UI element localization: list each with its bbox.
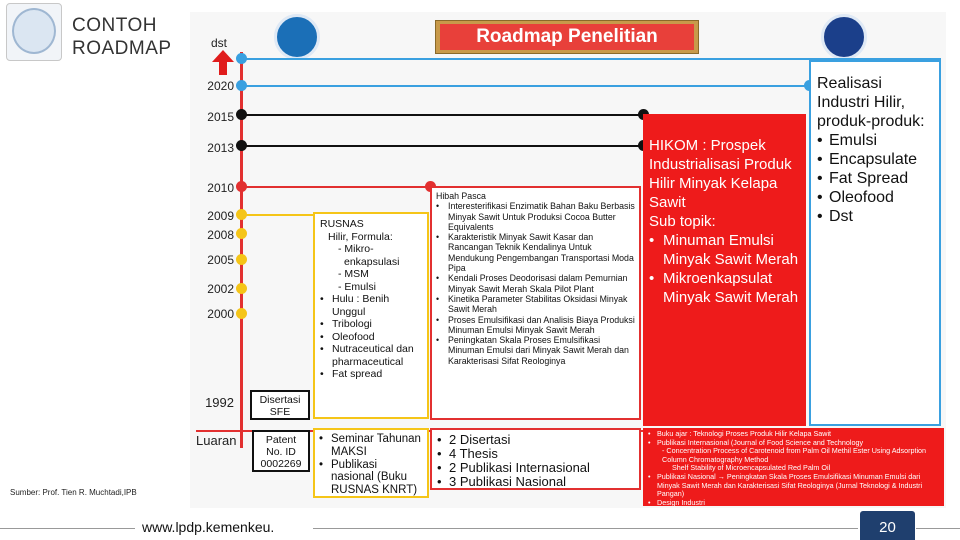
- dot-2010: [236, 181, 247, 192]
- buku-item: Shelf Stability of Microencapsulated Red Palm Oil: [672, 463, 831, 473]
- rusnas-item: - MSM: [338, 268, 369, 280]
- rusnas-item: • Nutraceutical dan pharmaceutical: [320, 343, 422, 368]
- dot-2002: [236, 283, 247, 294]
- hibah-list: [436, 201, 635, 366]
- buku-item: • Buku ajar : Teknologi Proses Produk Hilir Kelapa Sawit: [648, 430, 939, 439]
- buku-list: [648, 430, 939, 447]
- realisasi-item: • Emulsi: [817, 131, 933, 150]
- institution-logo: [12, 8, 56, 54]
- line-2009: [243, 214, 313, 216]
- buku-item: • Publikasi Nasional → Peningkatan Skala Proses Emulsifikasi Minuman Emulsi dari Minyak Sawit Merah dan Karakterisasi Sifat Reologinya (Jurnal Teknologi & Industri Pangan): [648, 473, 939, 499]
- realisasi-list: [817, 131, 933, 226]
- rusnas-item: • Hulu : Benih Unggul: [320, 293, 422, 318]
- line-2010: [243, 186, 429, 188]
- university-logo: [821, 14, 867, 60]
- dot-2020: [236, 80, 247, 91]
- hibah-item: • Proses Emulsifikasi dan Analisis Biaya Produksi Minuman Emulsi Minyak Sawit Merah: [436, 315, 635, 336]
- footer-rule-left: [0, 528, 135, 529]
- rusnas-item: • Fat spread: [320, 368, 422, 381]
- dot-2000: [236, 308, 247, 319]
- rusnas-item: • Tribologi: [320, 318, 422, 331]
- year-2015: 2015: [207, 110, 234, 124]
- realisasi-item: • Fat Spread: [817, 169, 933, 188]
- output-item: • 2 Publikasi Internasional: [437, 461, 634, 475]
- year-2000: 2000: [207, 307, 234, 321]
- hikom-item: • Minuman Emulsi Minyak Sawit Merah: [649, 231, 800, 269]
- rusnas-list: [320, 293, 422, 381]
- realisasi-item: • Encapsulate: [817, 150, 933, 169]
- outputs-list: [437, 433, 634, 489]
- footer-rule-right: [313, 528, 858, 529]
- axis-label-dst: dst: [211, 36, 228, 50]
- year-2008: 2008: [207, 228, 234, 242]
- seminar-item: • Seminar Tahunan MAKSI: [319, 433, 423, 459]
- hikom-intro: HIKOM : Prospek Industrialisasi Produk Hilir Minyak Kelapa Sawit: [649, 137, 792, 211]
- source-note: Sumber: Prof. Tien R. Muchtadi,IPB: [10, 488, 137, 497]
- slide-title: [72, 14, 172, 60]
- slide-title-line1: CONTOH: [72, 15, 157, 36]
- year-2020: 2020: [207, 79, 234, 93]
- seminar-list: [319, 433, 423, 497]
- hibah-item: • Interesterifikasi Enzimatik Bahan Baku Berbasis Minyak Sawit Untuk Produksi Cocoa Butter Equivalents: [436, 201, 635, 232]
- disertasi-line2: SFE: [269, 406, 291, 418]
- dot-2013: [236, 140, 247, 151]
- buku-list-2: [648, 473, 939, 506]
- seminar-box: [313, 428, 429, 498]
- year-2013: 2013: [207, 141, 234, 155]
- hikom-box: [643, 114, 806, 426]
- disertasi-box: [250, 390, 310, 420]
- hikom-subtopic: Sub topik:: [649, 213, 716, 230]
- output-item: • 4 Thesis: [437, 447, 634, 461]
- year-2002: 2002: [207, 282, 234, 296]
- line-2013: [243, 145, 643, 147]
- rusnas-title: RUSNAS: [320, 218, 364, 230]
- outputs-box: [430, 428, 641, 490]
- roadmap-heading: Roadmap Penelitian: [440, 24, 694, 50]
- rusnas-item: enkapsulasi: [344, 255, 400, 268]
- buku-item: - Concentration Process of Carotenoid from Palm Oil Methil Ester Using Adsorption Column Chromatography Method: [662, 446, 927, 464]
- hibah-item: • Kinetika Parameter Stabilitas Oksidasi Minyak Sawit Merah: [436, 294, 635, 315]
- rusnas-item: Hilir, Formula:: [328, 230, 393, 243]
- buku-ajar-box: [643, 428, 944, 506]
- rusnas-item: - Mikro-: [338, 243, 374, 255]
- patent-line3: 0002269: [260, 458, 302, 470]
- dot-2005: [236, 254, 247, 265]
- disertasi-line1: Disertasi: [259, 394, 301, 406]
- page-number: 20: [860, 511, 915, 540]
- realisasi-box: [809, 60, 941, 426]
- year-2009: 2009: [207, 209, 234, 223]
- realisasi-intro: Realisasi Industri Hilir, produk-produk:: [817, 75, 925, 130]
- realisasi-item: • Dst: [817, 207, 933, 226]
- up-arrow-stem: [219, 61, 227, 75]
- hibah-item: • Kendali Proses Deodorisasi dalam Pemurnian Minyak Sawit Merah Skala Pilot Plant: [436, 273, 635, 294]
- dot-2008: [236, 228, 247, 239]
- hibah-item: • Karakteristik Minyak Sawit Kasar dan Rancangan Teknik Kendalinya Untuk Mendukung Pengembangan Transportasi Moda Pipa: [436, 232, 635, 273]
- hibah-item: • Peningkatan Skala Proses Emulsifikasi Minuman Emulsi dari Minyak Sawit Merah dan Karakterisasi Sifat Reologinya: [436, 335, 635, 366]
- footer-rule-end: [916, 528, 960, 529]
- dot-2009: [236, 209, 247, 220]
- hibah-pasca-box: [430, 186, 641, 420]
- line-2020: [243, 85, 808, 87]
- dot-2015: [236, 109, 247, 120]
- ministry-logo: [274, 14, 320, 60]
- year-2010: 2010: [207, 181, 234, 195]
- footer-url: www.lpdp.kemenkeu.: [142, 519, 275, 535]
- buku-item: • Design Industri: [648, 499, 939, 506]
- buku-item: • Publikasi Internasional (Journal of Food Science and Technology: [648, 439, 939, 448]
- line-2015: [243, 114, 643, 116]
- hikom-item: • Mikroenkapsulat Minyak Sawit Merah: [649, 269, 800, 307]
- hibah-title: Hibah Pasca: [436, 191, 486, 201]
- luaran-label: Luaran: [196, 433, 237, 448]
- output-item: • 3 Publikasi Nasional: [437, 475, 634, 489]
- rusnas-item: - Emulsi: [338, 280, 376, 293]
- slide-title-line2: ROADMAP: [72, 38, 172, 59]
- year-1992: 1992: [205, 395, 234, 410]
- realisasi-item: • Oleofood: [817, 188, 933, 207]
- rusnas-box: [313, 212, 429, 419]
- dot-2020-top: [236, 53, 247, 64]
- patent-line1: Patent: [265, 434, 297, 446]
- seminar-item: • Publikasi nasional (Buku RUSNAS KNRT): [319, 459, 423, 497]
- output-item: • 2 Disertasi: [437, 433, 634, 447]
- hikom-list: [649, 231, 800, 307]
- rusnas-item: • Oleofood: [320, 331, 422, 344]
- patent-line2: No. ID: [266, 446, 296, 458]
- patent-box: [252, 430, 310, 472]
- year-2005: 2005: [207, 253, 234, 267]
